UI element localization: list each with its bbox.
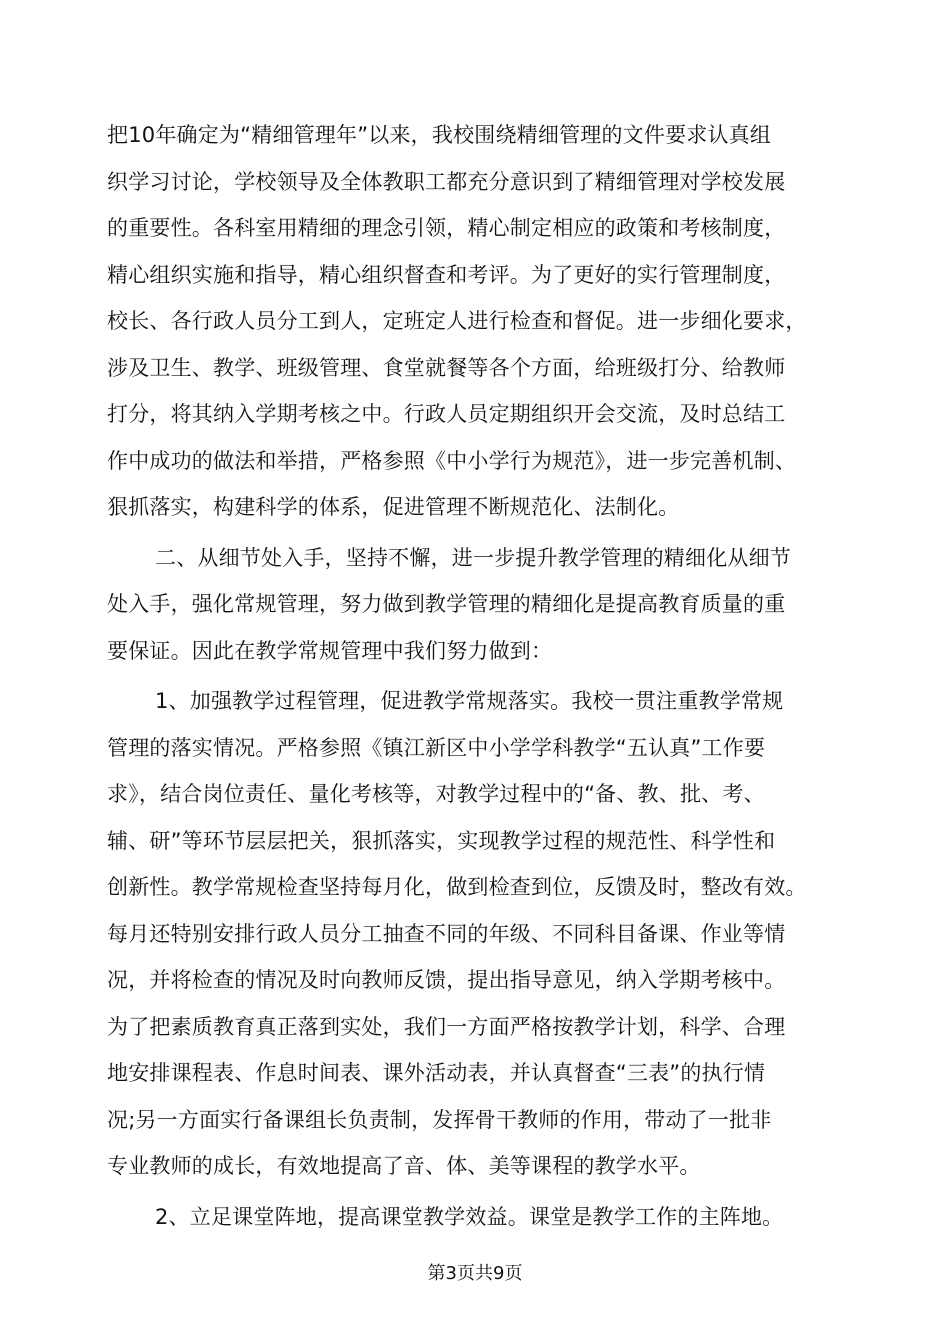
paragraph-2 bbox=[107, 535, 847, 675]
text-line: 处入手，强化常规管理，努力做到教学管理的精细化是提高教育质量的重 bbox=[107, 592, 786, 616]
text-line: 把10年确定为“精细管理年”以来，我校围绕精细管理的文件要求认真组 bbox=[107, 123, 772, 147]
text-line: 狠抓落实，构建科学的体系，促进管理不断规范化、法制化。 bbox=[107, 495, 680, 519]
text-line: 管理的落实情况。严格参照《镇江新区中小学学科教学“五认真”工作要 bbox=[107, 735, 766, 760]
text-line: 专业教师的成长，有效地提高了音、体、美等课程的教学水平。 bbox=[107, 1154, 701, 1178]
text-line: 求》，结合岗位责任、量化考核等，对教学过程中的“备、教、批、考、 bbox=[107, 782, 765, 806]
paragraph-1 bbox=[107, 112, 847, 531]
text-line: 的重要性。各科室用精细的理念引领，精心制定相应的政策和考核制度， bbox=[107, 216, 786, 240]
text-line: 精心组织实施和指导，精心组织督查和考评。为了更好的实行管理制度， bbox=[107, 262, 786, 287]
text-line: 要保证。因此在教学常规管理中我们努力做到： bbox=[107, 638, 553, 663]
text-line: 涉及卫生、教学、班级管理、食堂就餐等各个方面，给班级打分、给教师 bbox=[107, 355, 786, 380]
text-line: 织学习讨论，学校领导及全体教职工都充分意识到了精细管理对学校发展 bbox=[107, 169, 786, 194]
text-line: 每月还特别安排行政人员分工抽查不同的年级、不同科目备课、作业等情 bbox=[107, 921, 786, 946]
text-line: 况，并将检查的情况及时向教师反馈，提出指导意见，纳入学期考核中。 bbox=[107, 968, 786, 992]
text-line: 创新性。教学常规检查坚持每月化，做到检查到位，反馈及时，整改有效。 bbox=[107, 875, 807, 899]
text-line: 为了把素质教育真正落到实处，我们一方面严格按教学计划，科学、合理 bbox=[107, 1014, 786, 1039]
text-line: 作中成功的做法和举措，严格参照《中小学行为规范》，进一步完善机制、 bbox=[107, 448, 797, 473]
text-line: 辅、研”等环节层层把关，狠抓落实，实现教学过程的规范性、科学性和 bbox=[107, 828, 776, 853]
text-line: 二、从细节处入手，坚持不懈，进一步提升教学管理的精细化从细节 bbox=[155, 545, 791, 570]
text-line: 地安排课程表、作息时间表、课外活动表，并认真督查“三表”的执行情 bbox=[107, 1061, 766, 1085]
paragraph-4 bbox=[107, 1194, 847, 1241]
text-line: 2、立足课堂阵地，提高课堂教学效益。课堂是教学工作的主阵地。 bbox=[155, 1204, 784, 1229]
text-line: 校长、各行政人员分工到人，定班定人进行检查和督促。进一步细化要求， bbox=[107, 309, 807, 333]
document-body bbox=[107, 112, 847, 1240]
text-line: 打分，将其纳入学期考核之中。行政人员定期组织开会交流，及时总结工 bbox=[107, 402, 786, 426]
paragraph-3 bbox=[107, 678, 847, 1190]
text-line: 况;另一方面实行备课组长负责制，发挥骨干教师的作用，带动了一批非 bbox=[107, 1107, 772, 1132]
text-line: 1、加强教学过程管理，促进教学常规落实。我校一贯注重教学常规 bbox=[155, 689, 784, 713]
page-number: 第3页共9页 bbox=[427, 1263, 523, 1284]
